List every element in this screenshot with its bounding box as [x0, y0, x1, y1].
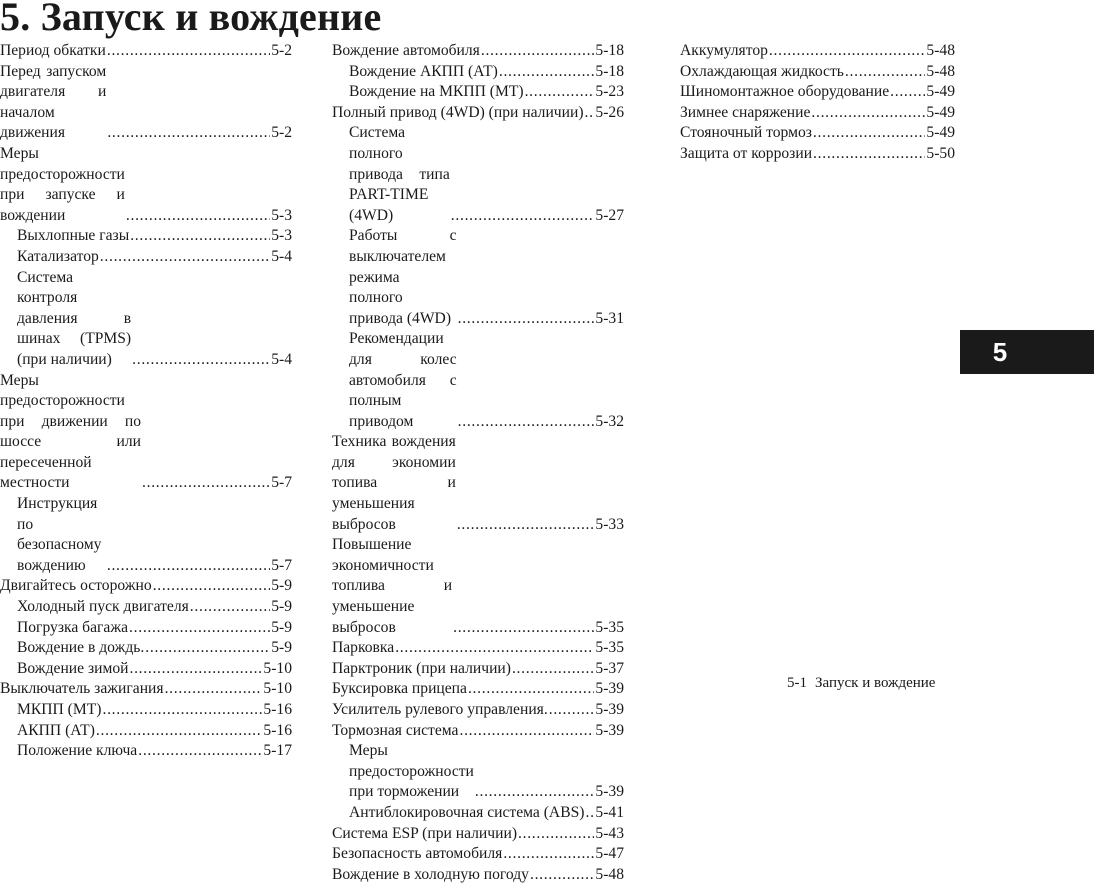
toc-leader-dots	[132, 350, 270, 371]
toc-leader-dots	[190, 597, 270, 618]
toc-subentry	[332, 803, 624, 824]
toc-entry-page: 5-16	[263, 701, 292, 718]
toc-subentry	[0, 721, 292, 742]
toc-entry	[332, 844, 624, 865]
toc-leader-dots	[549, 700, 595, 721]
toc-leader-dots	[451, 206, 595, 227]
toc-entry-page: 5-48	[926, 62, 955, 80]
toc-entry	[332, 700, 624, 721]
toc-entry-page: 5-9	[271, 598, 292, 616]
toc-entry-page: 5-2	[271, 42, 292, 59]
toc-entry	[332, 638, 624, 659]
toc-leader-dots	[530, 865, 594, 885]
toc-entry-title: Двигайтесь осторожно	[0, 577, 152, 595]
toc-entry-page: 5-18	[595, 62, 624, 80]
toc-entry	[680, 82, 955, 103]
toc-leader-dots	[503, 844, 594, 865]
toc-column-1	[0, 41, 292, 762]
toc-entry	[332, 824, 624, 845]
toc-subentry	[332, 62, 624, 83]
toc-entry-title: Система полного привода типа PART-TIME (4WD)	[349, 124, 450, 224]
toc-entry-page: 5-3	[271, 206, 292, 224]
toc-column-2	[332, 41, 624, 885]
toc-entry-title: Антиблокировочная система (ABS)	[349, 803, 585, 821]
toc-entry-page: 5-49	[926, 103, 955, 121]
toc-subentry	[0, 597, 292, 618]
toc-entry-title: Меры предосторожности при движении по шоссе или пересеченной местности	[0, 371, 142, 492]
toc-leader-dots	[458, 412, 595, 433]
toc-leader-dots	[138, 741, 262, 762]
toc-entry	[332, 679, 624, 700]
toc-entry-page: 5-35	[595, 639, 624, 657]
toc-entry-title: Инструкция по безопасному вождению	[17, 495, 102, 574]
toc-entry-title: Вождение зимой	[17, 659, 129, 677]
toc-leader-dots	[395, 638, 594, 659]
toc-entry-title: МКПП (МТ)	[17, 701, 102, 718]
toc-entry	[0, 41, 292, 62]
toc-leader-dots	[813, 123, 925, 144]
toc-subentry	[0, 268, 292, 371]
toc-leader-dots	[468, 679, 594, 700]
toc-entry-title: Повышение экономичности топлива и уменьшение выбросов	[332, 536, 453, 636]
toc-subentry	[0, 638, 292, 659]
toc-entry-title: Система контроля давления в шинах (TPMS) (при наличии)	[17, 268, 132, 368]
toc-entry-title: Вождение в холодную погоду	[332, 865, 529, 883]
chapter-tab-number: 5	[992, 336, 1008, 367]
toc-entry-page: 5-43	[595, 824, 624, 842]
toc-entry-page: 5-33	[595, 515, 624, 533]
toc-entry	[332, 865, 624, 885]
toc-subentry	[0, 741, 292, 762]
toc-leader-dots	[890, 82, 925, 103]
toc-leader-dots	[165, 679, 263, 700]
toc-entry-page: 5-23	[595, 83, 624, 101]
chapter-tab	[960, 330, 1094, 374]
toc-entry	[0, 679, 292, 700]
toc-leader-dots	[145, 638, 270, 659]
footer-section-title: Запуск и вождение	[815, 675, 936, 691]
toc-leader-dots	[458, 309, 595, 330]
toc-subentry	[0, 226, 292, 247]
toc-entry-page: 5-41	[595, 803, 624, 821]
toc-subentry	[0, 618, 292, 639]
toc-entry-title: Катализатор	[17, 247, 99, 265]
toc-leader-dots	[102, 700, 262, 721]
toc-leader-dots	[459, 721, 594, 742]
toc-leader-dots	[126, 206, 270, 227]
toc-entry-page: 5-39	[595, 721, 624, 739]
toc-entry-title: Техника вождения для экономии топива и уменьшения выбросов	[332, 433, 456, 533]
toc-entry-page: 5-48	[926, 42, 955, 59]
toc-leader-dots	[153, 576, 271, 597]
toc-entry	[332, 103, 624, 124]
toc-entry-title: Парковка	[332, 639, 395, 657]
toc-subentry	[0, 494, 292, 576]
toc-leader-dots	[811, 103, 925, 124]
toc-column-3	[680, 41, 955, 165]
toc-leader-dots	[845, 62, 925, 83]
toc-entry	[332, 41, 624, 62]
toc-leader-dots	[813, 144, 925, 165]
toc-entry-page: 5-48	[595, 865, 624, 883]
toc-entry	[680, 123, 955, 144]
toc-entry-page: 5-7	[271, 474, 292, 492]
toc-entry-title: Вождение в дождь.	[17, 639, 145, 657]
toc-entry-page: 5-35	[595, 618, 624, 636]
toc-entry-title: АКПП (АТ)	[17, 721, 95, 739]
toc-subentry	[0, 700, 292, 721]
toc-entry-page: 5-49	[926, 124, 955, 142]
toc-entry-title: Вождение АКПП (АТ)	[349, 62, 498, 80]
toc-entry-title: Система ESP (при наличии)	[332, 824, 518, 842]
toc-subentry	[332, 741, 624, 803]
toc-subentry	[332, 226, 624, 329]
toc-entry-title: Защита от коррозии	[680, 144, 813, 162]
toc-entry-title: Безопасность автомобиля	[332, 845, 503, 863]
page-title: 5. Запуск и вождение	[0, 0, 382, 39]
toc-entry-page: 5-39	[595, 680, 624, 698]
toc-leader-dots	[481, 41, 595, 62]
toc-leader-dots	[525, 82, 595, 103]
toc-entry-page: 5-16	[263, 721, 292, 739]
toc-entry	[0, 576, 292, 597]
toc-entry-title: Тормозная система	[332, 721, 459, 739]
toc-entry-page: 5-18	[595, 42, 624, 59]
toc-leader-dots	[499, 62, 595, 83]
toc-entry	[680, 103, 955, 124]
toc-entry-title: Выхлопные газы	[17, 227, 130, 245]
toc-leader-dots	[107, 123, 270, 144]
toc-leader-dots	[107, 556, 270, 577]
toc-entry-page: 5-17	[263, 742, 292, 760]
toc-subentry	[332, 82, 624, 103]
toc-leader-dots	[475, 782, 595, 803]
toc-entry-page: 5-4	[271, 247, 292, 265]
toc-leader-dots	[130, 226, 270, 247]
toc-leader-dots	[100, 247, 270, 268]
toc-leader-dots	[512, 659, 594, 680]
toc-entry-page: 5-50	[926, 144, 955, 162]
toc-entry	[332, 659, 624, 680]
toc-entry-page: 5-31	[595, 309, 624, 327]
toc-leader-dots	[453, 618, 594, 639]
toc-subentry	[0, 659, 292, 680]
toc-entry	[680, 41, 955, 62]
toc-leader-dots	[518, 824, 594, 845]
toc-entry-title: Буксировка прицепа	[332, 680, 467, 698]
toc-entry-page: 5-27	[595, 206, 624, 224]
toc-entry-page: 5-4	[271, 350, 292, 368]
toc-entry	[332, 535, 624, 638]
toc-leader-dots	[129, 659, 262, 680]
toc-entry-page: 5-7	[271, 556, 292, 574]
toc-entry-page: 5-47	[595, 845, 624, 863]
toc-leader-dots	[585, 103, 595, 124]
toc-entry-page: 5-49	[926, 83, 955, 101]
toc-entry-page: 5-10	[263, 659, 292, 677]
toc-leader-dots	[457, 515, 595, 536]
toc-leader-dots	[585, 803, 594, 824]
toc-entry-title: Погрузка багажа	[17, 618, 129, 636]
toc-entry-title: Положение ключа	[17, 742, 138, 760]
toc-subentry	[0, 247, 292, 268]
toc-leader-dots	[769, 41, 925, 62]
toc-entry-page: 5-39	[595, 783, 624, 801]
footer-page-number: 5-1	[787, 675, 807, 691]
toc-entry	[680, 144, 955, 165]
toc-entry-title: Шиномонтажное оборудование	[680, 83, 890, 101]
toc-entry	[0, 62, 292, 144]
toc-entry-title: Меры предосторожности при торможении	[349, 742, 474, 801]
toc-entry-title: Перед запуском двигателя и началом движения	[0, 62, 107, 142]
toc-entry-title: Полный привод (4WD) (при наличии)	[332, 103, 584, 121]
toc-entry-page: 5-39	[595, 701, 624, 718]
toc-entry-title: Парктроник (при наличии)	[332, 659, 511, 677]
toc-entry-title: Работы с выключателем режима полного привода (4WD)	[349, 227, 457, 327]
toc-entry-page: 5-2	[271, 124, 292, 142]
toc-entry-title: Период обкатки	[0, 42, 106, 59]
toc-entry-title: Усилитель рулевого управления.	[332, 701, 548, 718]
toc-subentry	[332, 123, 624, 226]
toc-subentry	[332, 329, 624, 432]
toc-entry-title: Выключатель зажигания	[0, 680, 164, 698]
toc-leader-dots	[142, 473, 270, 494]
toc-entry	[680, 62, 955, 83]
toc-entry	[0, 144, 292, 226]
page-footer	[787, 674, 935, 692]
toc-entry	[332, 721, 624, 742]
toc-leader-dots	[107, 41, 270, 62]
toc-entry-page: 5-26	[595, 103, 624, 121]
toc-leader-dots	[129, 618, 270, 639]
toc-entry-title: Холодный пуск двигателя	[17, 598, 189, 616]
toc-entry	[332, 432, 624, 535]
toc-entry-page: 5-9	[271, 639, 292, 657]
toc-entry-title: Вождение автомобиля	[332, 42, 480, 59]
toc-leader-dots	[96, 721, 263, 742]
toc-entry-page: 5-32	[595, 412, 624, 430]
toc-entry-title: Стояночный тормоз	[680, 124, 812, 142]
toc-entry-title: Вождение на МКПП (МТ)	[349, 83, 524, 101]
toc-entry	[0, 371, 292, 495]
toc-entry-page: 5-9	[271, 618, 292, 636]
toc-entry-title: Меры предосторожности при запуске и вождении	[0, 144, 125, 224]
toc-entry-title: Аккумулятор	[680, 42, 768, 59]
toc-entry-title: Охлаждающая жидкость	[680, 62, 844, 80]
toc-entry-page: 5-9	[271, 577, 292, 595]
toc-entry-page: 5-3	[271, 227, 292, 245]
toc-entry-page: 5-10	[263, 680, 292, 698]
toc-entry-title: Зимнее снаряжение	[680, 103, 811, 121]
toc-entry-page: 5-37	[595, 659, 624, 677]
toc-entry-title: Рекомендации для колес автомобиля с полным приводом	[349, 330, 457, 430]
